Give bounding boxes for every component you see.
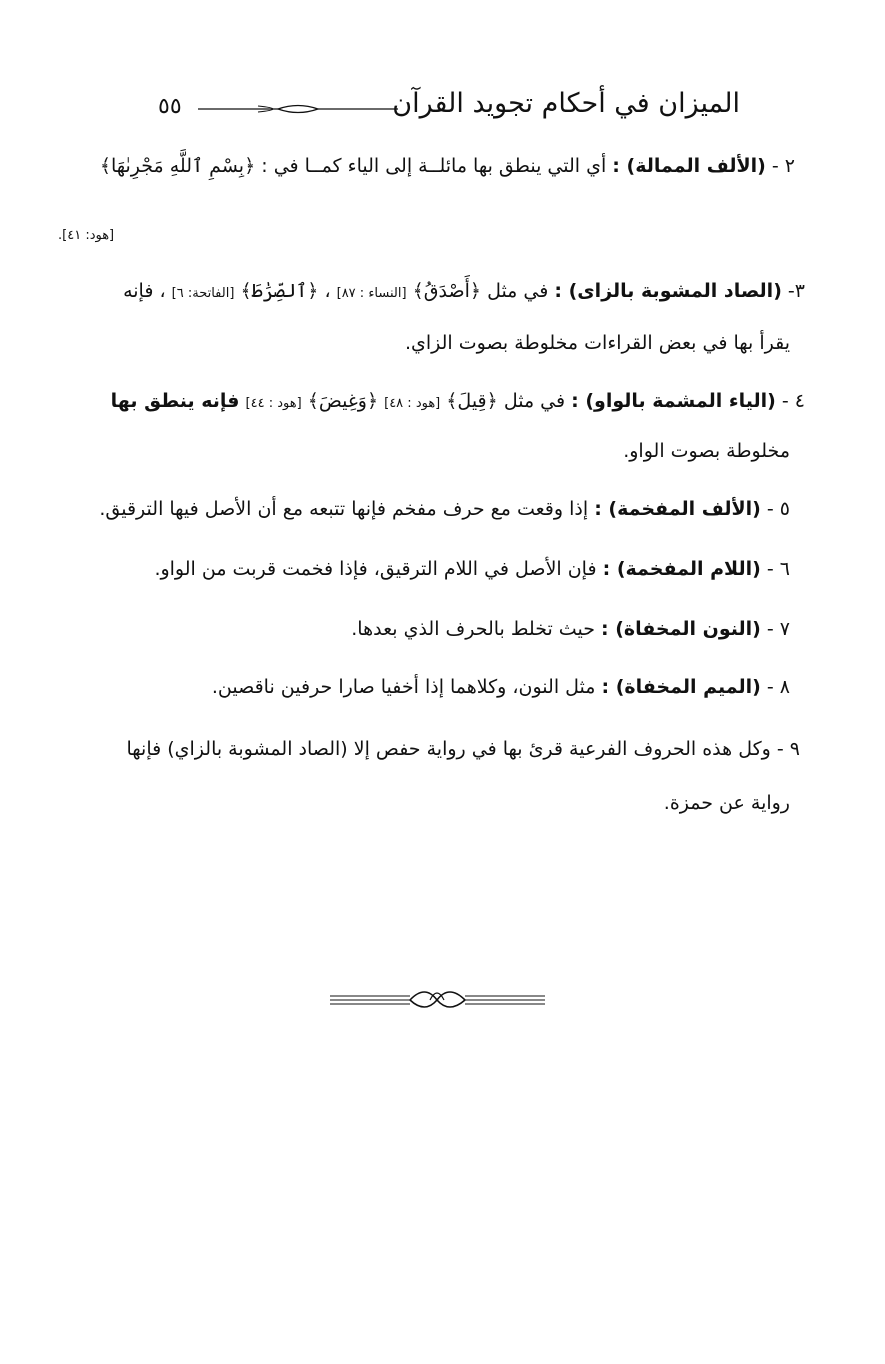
header-ornament-line [198, 102, 398, 116]
end-ornament-icon [330, 978, 545, 1018]
item-text: في مثل [487, 280, 549, 302]
item-text: مثل النون، وكلاهما إذا أخفيا صارا حرفين ناقصين. [211, 676, 596, 698]
item-7 [351, 618, 790, 640]
item-5 [99, 498, 790, 520]
item-8 [212, 676, 790, 698]
item-term: (الألف الممالة) : [612, 155, 766, 177]
item-4-line-1 [111, 390, 805, 412]
item-number: ٨ - [766, 676, 790, 698]
item-number: ٣- [787, 280, 805, 302]
item-number: ٩ - [776, 738, 800, 760]
item-text: في مثل [503, 390, 566, 412]
quran-word: ﴿ٱلصِّرَٰطَ﴾ [240, 280, 319, 302]
item-term: (النون المخفاة) : [600, 618, 761, 640]
book-title: الميزان في أحكام تجويد القرآن [392, 88, 740, 119]
item-text: فإن الأصل في اللام الترقيق، فإذا فخمت قربت من الواو. [154, 558, 597, 580]
item-6 [154, 558, 790, 580]
item-text: إذا وقعت مع حرف مفخم فإنها تتبعه مع أن الأصل فيها الترقيق. [99, 498, 589, 520]
item-text: حيث تخلط بالحرف الذي بعدها. [351, 618, 595, 640]
item-term: (الياء المشمة بالواو) : [571, 390, 776, 412]
verse-reference: [هود : ٤٨] [384, 396, 441, 411]
item-4-line-2 [623, 440, 790, 462]
item-term: (اللام المفخمة) : [602, 558, 761, 580]
verse-reference: [الفاتحة: ٦] [171, 286, 235, 301]
page-header [150, 88, 740, 128]
item-number: ٤ - [781, 390, 805, 412]
item-2-ref [58, 222, 114, 244]
item-2-line-1 [100, 155, 795, 177]
item-text: أي التي ينطق بها مائلــة إلى الياء كمــا في : [261, 155, 607, 177]
item-3-line-2 [405, 332, 790, 354]
verse-reference: [هود : ٤٤] [245, 396, 302, 411]
item-text: مخلوطة بصوت الواو. [623, 440, 790, 462]
verse-reference: [النساء : ٨٧] [336, 286, 407, 301]
item-number: ٥ - [766, 498, 790, 520]
item-text: فإنه ينطق بها [110, 390, 240, 412]
quran-verse: ﴿بِسْمِ ٱللَّهِ مَجْرِىٰهَا﴾ [99, 155, 256, 177]
item-number: ٧ - [766, 618, 790, 640]
item-number: ٢ - [771, 155, 795, 177]
item-text: يقرأ بها في بعض القراءات مخلوطة بصوت الزاي. [404, 332, 790, 354]
item-text: رواية عن حمزة. [663, 792, 790, 814]
item-number: ٦ - [766, 558, 790, 580]
item-term: (الصاد المشوبة بالزاى) : [554, 280, 782, 302]
verse-reference: [هود: ٤١]. [58, 228, 115, 243]
item-3-line-1: ٣- (الصاد المشوبة بالزاى) : في مثل ﴿أَصْدَقُ﴾ [النساء : ٨٧] ، ﴿ٱلصِّرَٰطَ﴾ [الفاتحة: ٦] ، فإنه [123, 280, 805, 302]
item-term: (الميم المخفاة) : [601, 676, 761, 698]
item-9-line-1 [126, 738, 800, 760]
quran-word: ﴿أَصْدَقُ﴾ [412, 280, 482, 302]
quran-word: ﴿وَغِيضَ﴾ [307, 390, 379, 412]
quran-word: ﴿قِيلَ﴾ [446, 390, 498, 412]
item-text: وكل هذه الحروف الفرعية قرئ بها في رواية حفص إلا (الصاد المشوبة بالزاي) فإنها [126, 738, 771, 760]
item-text: ، فإنه [123, 280, 166, 302]
page-number: ٥٥ [158, 94, 182, 119]
item-term: (الألف المفخمة) : [594, 498, 761, 520]
item-9-line-2 [664, 792, 790, 814]
